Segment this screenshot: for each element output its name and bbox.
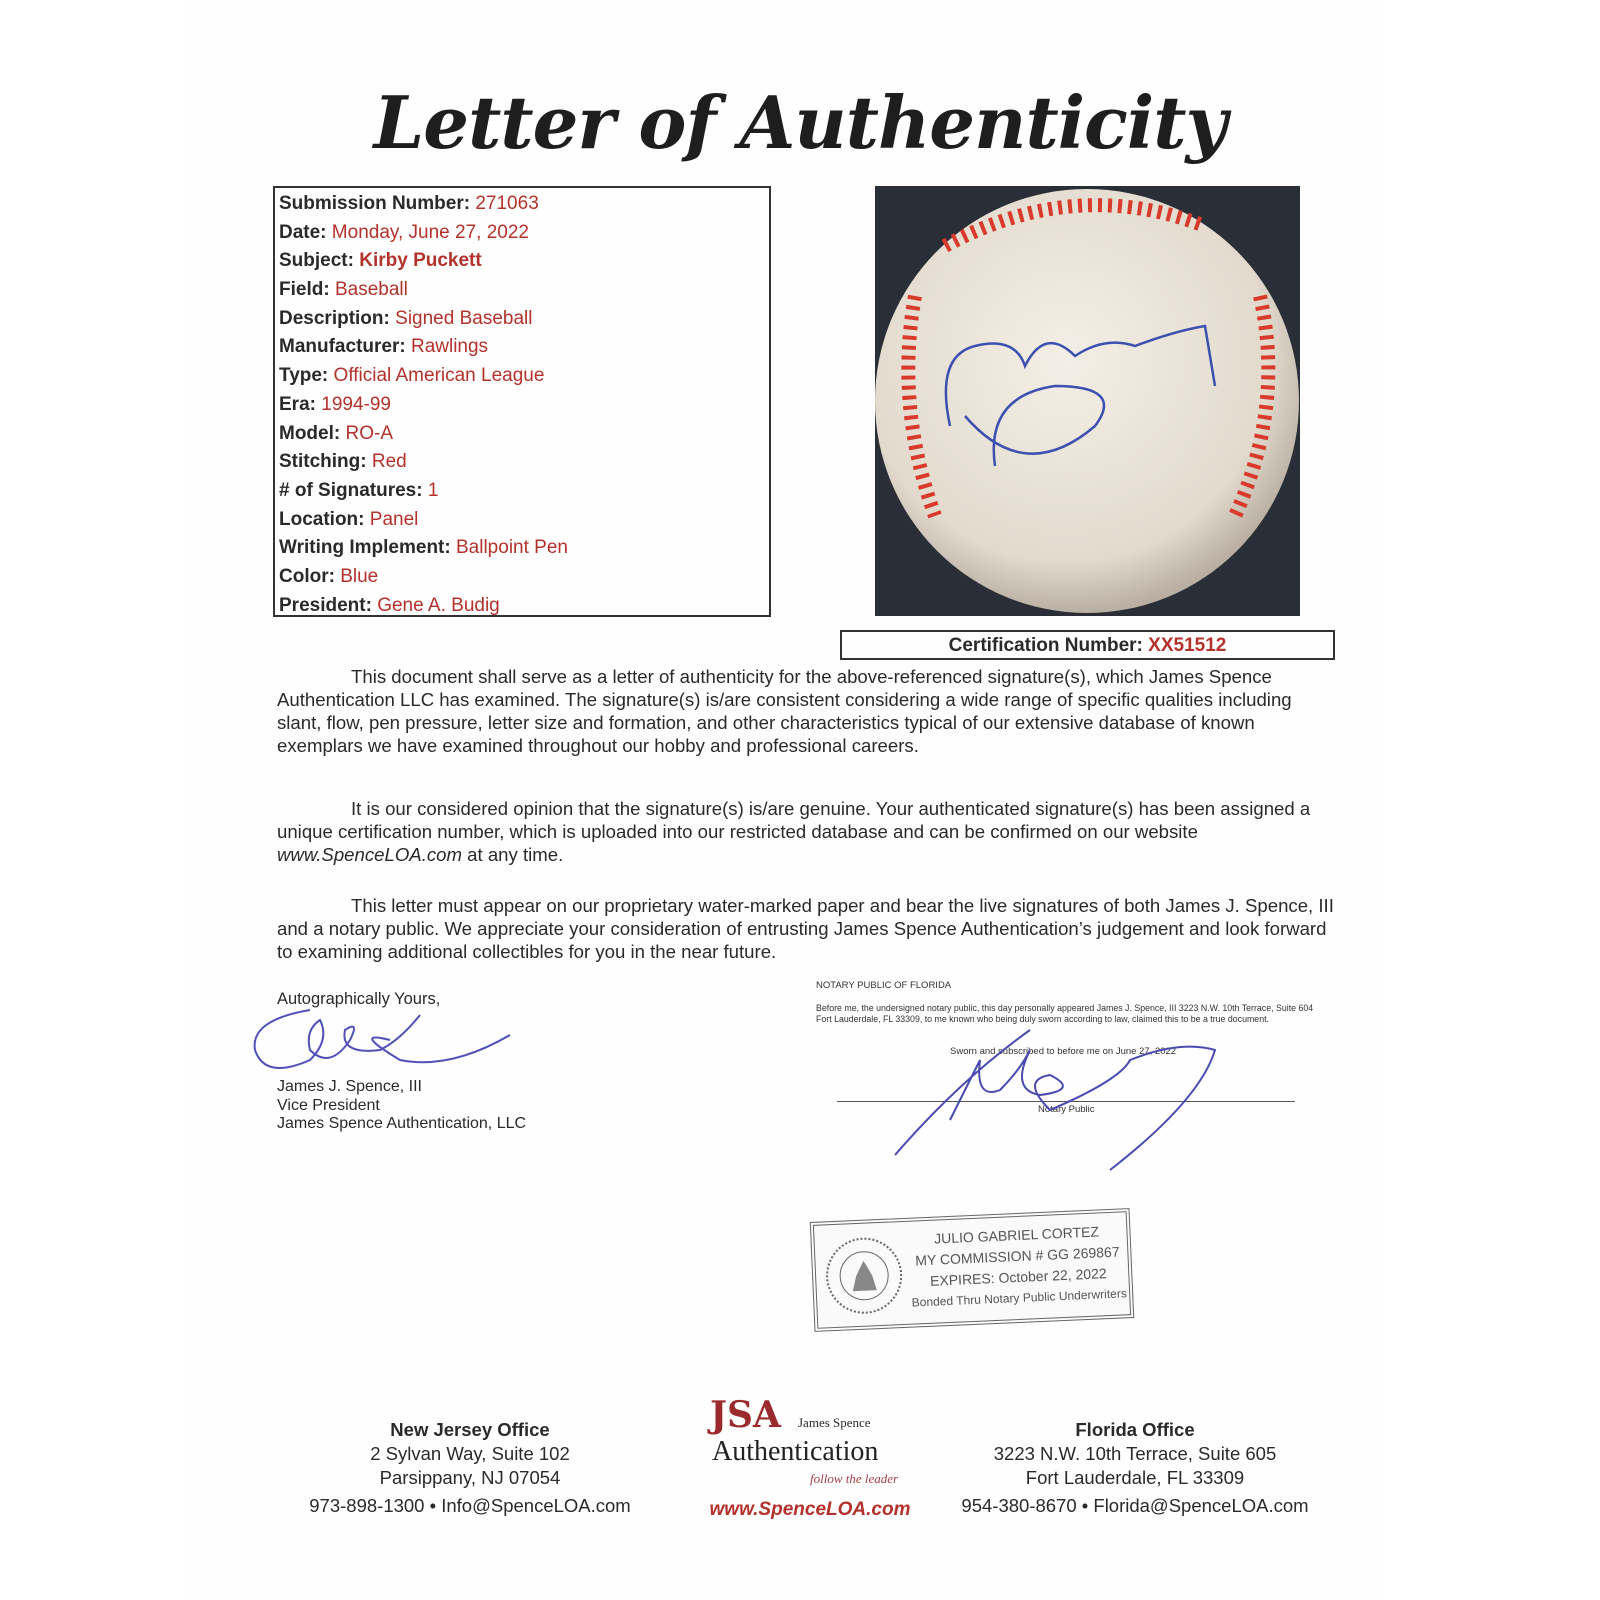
info-value: RO-A [345,422,393,444]
info-label: Manufacturer: [279,336,406,358]
info-row [279,219,769,248]
cert-label: Certification Number: [948,635,1143,656]
info-row [279,333,769,362]
info-row [279,190,769,219]
info-label: Description: [279,307,390,329]
spence-signature [250,1000,520,1080]
nj-contact: 973-898-1300 • Info@SpenceLOA.com [309,1495,631,1516]
fl-office [950,1418,1320,1518]
info-row [279,477,769,506]
nj-office [290,1418,650,1518]
info-value: 1994-99 [321,393,391,415]
info-label: Submission Number: [279,193,471,214]
notary-line-label: Notary Public [1038,1104,1095,1115]
notary-sworn: Sworn and subscribed to before me on June 27, 2022 [950,1046,1177,1057]
logo-jsa: JSA [710,1394,781,1436]
stamp-bonded: Bonded Thru Notary Public Underwriters [911,1286,1128,1310]
info-value: Red [371,451,407,473]
signer-title: Vice President [277,1096,380,1114]
certification-number [840,630,1335,660]
info-row [279,534,769,563]
stamp-name: JULIO GABRIEL CORTEZ [933,1223,1100,1247]
paragraph-2 [277,797,1337,866]
fl-address1: 3223 N.W. 10th Terrace, Suite 605 [993,1443,1277,1464]
info-value: Kirby Puckett [359,250,482,272]
info-label: Writing Implement: [279,537,451,559]
website-footer-link[interactable]: www.SpenceLOA.com [709,1499,911,1520]
info-value: Gene A. Budig [377,594,500,616]
info-label: Type: [279,365,329,387]
fl-contact: 954-380-8670 • Florida@SpenceLOA.com [961,1495,1309,1516]
notary-signature [880,1020,1230,1180]
logo-tagline: follow the leader [810,1471,899,1486]
info-row [279,391,769,420]
notary-body: Before me, the undersigned notary public, this day personally appeared James J. Spence, III 3223 N.W. 10th Terrace, Suite 604 Fort Lauderdale, FL 33309, to me known who being duly sworn according to law, claimed this to be a true document. [816,1003,1314,1024]
closing: Autographically Yours, [277,990,441,1008]
page-title: Letter of Authenticity [373,80,1227,165]
signer-block [277,1078,526,1134]
stamp-expires: EXPIRES: October 22, 2022 [929,1265,1107,1289]
info-row [279,276,769,305]
info-label: Color: [279,565,335,587]
info-row [279,506,769,535]
p2-text-end: at any time. [461,844,564,865]
signer-name: James J. Spence, III [277,1078,422,1095]
info-value: Monday, June 27, 2022 [331,221,529,243]
website-link[interactable]: www.SpenceLOA.com [277,844,462,865]
paragraph-1: This document shall serve as a letter of authenticity for the above-referenced signature(s), which James Spence Authentication LLC has examined. The signature(s) is/are consistent considering a wide range of specific qualities including slant, flow, pen pressure, letter size and formation, and other characteristics typical of our extensive database of known exemplars we have examined throughout our hobby and professional careers. [277,666,1292,756]
fl-address2: Fort Lauderdale, FL 33309 [1025,1467,1245,1488]
item-details-box [273,186,771,617]
stamp-commission: MY COMMISSION # GG 269867 [914,1243,1120,1269]
baseball-photo [875,186,1300,616]
p2-text: It is our considered opinion that the signature(s) is/are genuine. Your authenticated signature(s) has been assigned a unique certification number, which is uploaded into our restricted database and can be confirmed on our website [277,798,1311,842]
nj-heading: New Jersey Office [390,1419,550,1440]
jsa-logo [690,1395,930,1495]
info-row [279,247,769,276]
info-row [279,305,769,334]
logo-authentication: Authentication [712,1436,879,1467]
info-value: Baseball [334,279,408,301]
info-row [279,448,769,477]
paragraph-3: This letter must appear on our proprietary water-marked paper and bear the live signatures of both James J. Spence, III and a notary public. We appreciate your consideration of entrusting James Spence Authentication’s judgement and look forward to examining additional collectibles for you in the near future. [277,895,1334,962]
info-value: Panel [369,508,419,530]
info-label: Field: [279,279,330,301]
info-label: Model: [279,422,341,444]
info-label: President: [279,594,372,616]
info-value: 271063 [475,193,539,214]
logo-james-spence: James Spence [798,1415,871,1430]
info-label: Location: [279,508,365,530]
notary-heading: NOTARY PUBLIC OF FLORIDA [816,980,952,991]
info-value: Ballpoint Pen [456,537,568,559]
info-value: Rawlings [410,336,489,358]
info-row [279,362,769,391]
notary-stamp [810,1208,1134,1332]
nj-address2: Parsippany, NJ 07054 [379,1467,561,1488]
info-label: Era: [279,393,316,415]
info-label: Stitching: [279,451,367,473]
info-row [279,420,769,449]
info-label: Date: [279,221,327,243]
info-value: Signed Baseball [395,307,533,329]
nj-address1: 2 Sylvan Way, Suite 102 [370,1443,570,1464]
signer-company: James Spence Authentication, LLC [277,1115,527,1132]
fl-heading: Florida Office [1075,1419,1195,1440]
info-value: Official American League [333,365,545,387]
florida-seal-icon [822,1234,905,1317]
info-label: # of Signatures: [279,479,423,501]
cert-value: XX51512 [1148,635,1227,656]
info-row [279,592,769,621]
info-value: Blue [340,565,379,587]
info-value: 1 [427,479,439,501]
info-row [279,563,769,592]
info-label: Subject: [279,250,354,272]
